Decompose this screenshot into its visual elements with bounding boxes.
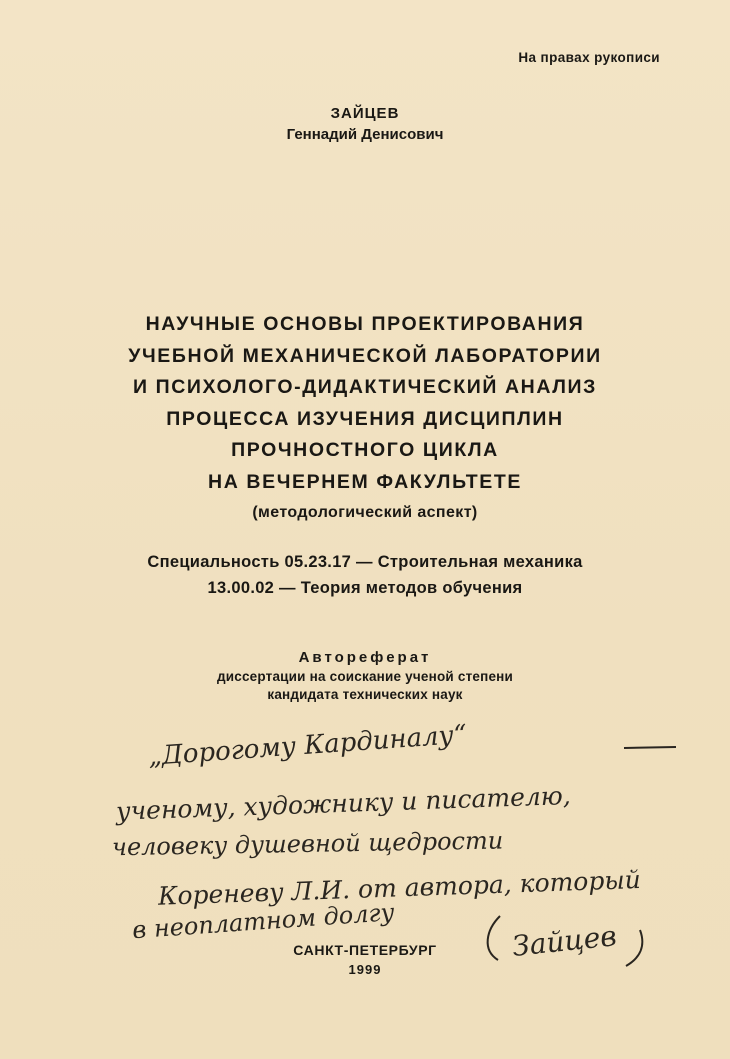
author-block (0, 104, 730, 146)
inscription-dash (624, 747, 676, 748)
title-line: НА ВЕЧЕРНЕМ ФАКУЛЬТЕТЕ (208, 470, 522, 493)
rights-notice: На правах рукописи (518, 50, 660, 65)
inscription-line: человеку душевной щедрости (111, 826, 504, 862)
specialty-line: 13.00.02 — Теория методов обучения (207, 579, 523, 597)
abstract-line: диссертации на соискание ученой степени (216, 669, 514, 684)
abstract-line: кандидата технических наук (267, 687, 463, 702)
inscription-line: Кореневу Л.И. от автора, который (157, 864, 642, 911)
inscription-line: „Дорогому Кардиналу“ (147, 719, 468, 772)
abstract-heading: Автореферат (298, 649, 432, 666)
inscription-line: в неоплатном долгу (131, 898, 396, 945)
title-line: ПРОЧНОСТНОГО ЦИКЛА (231, 439, 499, 461)
title-line: НАУЧНЫЕ ОСНОВЫ ПРОЕКТИРОВАНИЯ (145, 313, 585, 335)
title-line: ПРОЦЕССА ИЗУЧЕНИЯ ДИСЦИПЛИН (166, 407, 564, 430)
title-line: УЧЕБНОЙ МЕХАНИЧЕСКОЙ ЛАБОРАТОРИИ (128, 344, 602, 367)
author-surname: ЗАЙЦЕВ (330, 105, 400, 122)
abstract-block (0, 648, 730, 704)
signature-text: Зайцев (510, 919, 619, 963)
title-subtitle: (методологический аспект) (252, 504, 478, 521)
publication-city: САНКТ-ПЕТЕРБУРГ (293, 942, 437, 958)
specialty-line: Специальность 05.23.17 — Строительная механика (147, 553, 583, 571)
publication-year: 1999 (348, 962, 382, 977)
inscription-line: ученому, художнику и писателю, (115, 780, 572, 826)
author-given-name: Геннадий Денисович (286, 126, 444, 143)
title-line: И ПСИХОЛОГО-ДИДАКТИЧЕСКИЙ АНАЛИЗ (133, 376, 597, 398)
dissertation-title (0, 309, 730, 498)
specialty-block (0, 549, 730, 601)
